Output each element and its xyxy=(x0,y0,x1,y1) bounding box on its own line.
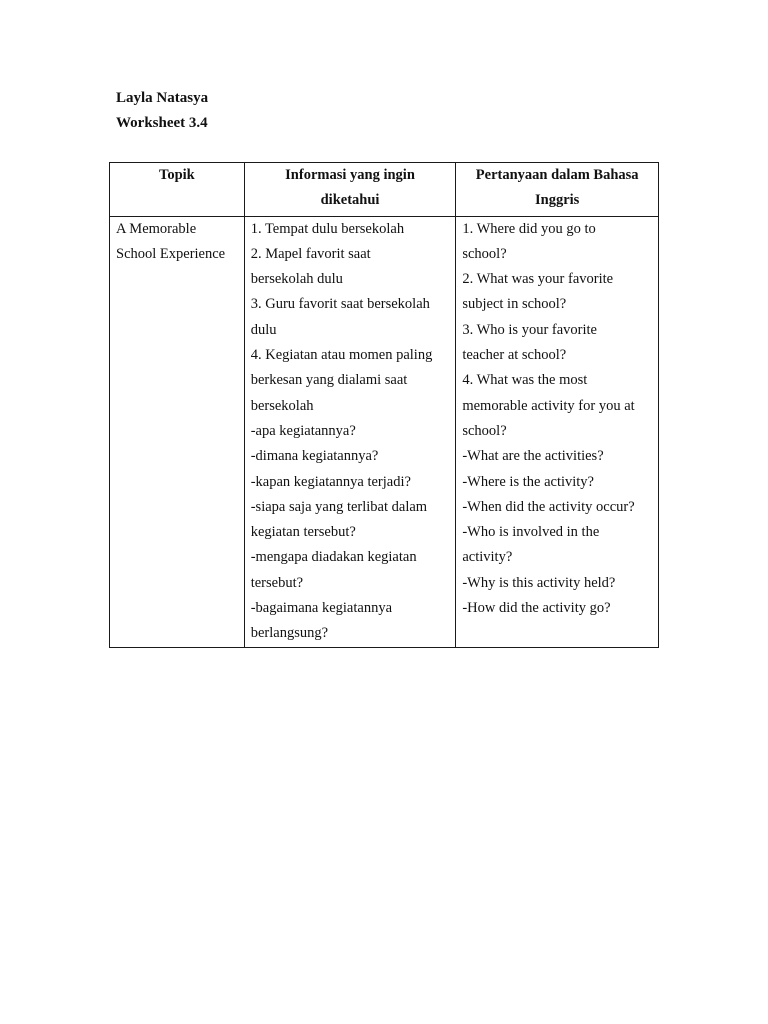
info-line: tersebut? xyxy=(250,574,304,591)
info-line: -bagaimana kegiatannya xyxy=(250,600,393,617)
info-line: -siapa saja yang terlibat dalam xyxy=(250,498,428,515)
question-line: activity? xyxy=(462,549,513,566)
info-line: bersekolah xyxy=(250,397,314,414)
worksheet-title: Worksheet 3.4 xyxy=(116,115,208,131)
question-cell xyxy=(456,216,659,647)
question-line: 3. Who is your favorite xyxy=(462,321,597,338)
info-line: berlangsung? xyxy=(250,625,329,642)
info-line: 4. Kegiatan atau momen paling xyxy=(250,347,433,364)
question-line: teacher at school? xyxy=(462,347,567,364)
question-line: 1. Where did you go to xyxy=(462,220,596,237)
question-line: -Who is involved in the xyxy=(462,524,600,541)
info-cell xyxy=(244,216,456,647)
author-name: Layla Natasya xyxy=(116,90,209,106)
info-line: -kapan kegiatannya terjadi? xyxy=(250,473,411,490)
header-question xyxy=(456,163,659,217)
info-line: bersekolah dulu xyxy=(250,271,343,288)
header-topic-line: Topik xyxy=(158,167,195,183)
info-line: kegiatan tersebut? xyxy=(250,524,356,541)
question-line: memorable activity for you at xyxy=(462,397,635,414)
worksheet-table xyxy=(109,162,659,648)
info-line: 3. Guru favorit saat bersekolah xyxy=(250,296,430,313)
question-line: -When did the activity occur? xyxy=(462,498,635,515)
info-line: 2. Mapel favorit saat xyxy=(250,245,371,262)
header-question-line: Inggris xyxy=(535,192,580,209)
info-line: -apa kegiatannya? xyxy=(250,422,356,439)
question-line: 2. What was your favorite xyxy=(462,271,614,288)
header-info-line: diketahui xyxy=(320,192,380,209)
question-line: -Why is this activity held? xyxy=(462,574,616,591)
header-info xyxy=(244,163,456,217)
question-line: school? xyxy=(462,422,507,439)
info-line: dulu xyxy=(250,321,277,338)
table-row xyxy=(110,216,659,647)
header-topic xyxy=(110,163,245,217)
question-line: 4. What was the most xyxy=(462,372,588,389)
question-line: subject in school? xyxy=(462,296,567,313)
question-line: school? xyxy=(462,245,507,262)
info-line: 1. Tempat dulu bersekolah xyxy=(250,220,405,237)
info-line: -dimana kegiatannya? xyxy=(250,448,379,465)
info-line: berkesan yang dialami saat xyxy=(250,372,408,389)
header-info-line: Informasi yang ingin xyxy=(285,167,415,183)
question-line: -How did the activity go? xyxy=(462,600,611,617)
table-header-row xyxy=(110,163,659,217)
topic-cell xyxy=(110,216,245,647)
info-line: -mengapa diadakan kegiatan xyxy=(250,549,417,566)
topic-line: School Experience xyxy=(116,245,226,262)
header-question-line: Pertanyaan dalam Bahasa xyxy=(475,167,639,183)
question-line: -What are the activities? xyxy=(462,448,604,465)
question-line: -Where is the activity? xyxy=(462,473,594,490)
topic-line: A Memorable xyxy=(116,220,197,237)
document-header xyxy=(116,86,208,136)
